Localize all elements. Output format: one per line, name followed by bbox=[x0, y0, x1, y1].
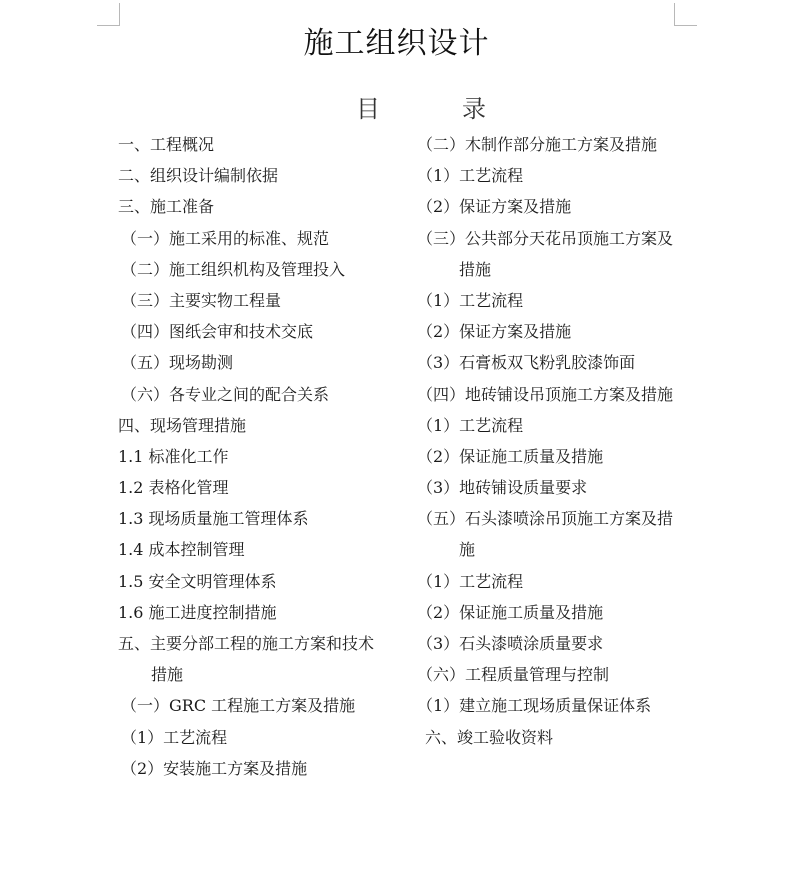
toc-entry: （一）GRC 工程施工方案及措施 bbox=[121, 696, 356, 716]
toc-heading bbox=[0, 94, 793, 124]
toc-entry: （四）图纸会审和技术交底 bbox=[121, 322, 314, 342]
toc-entry: 1.4 成本控制管理 bbox=[118, 540, 245, 560]
toc-entry: 1.2 表格化管理 bbox=[118, 478, 229, 498]
toc-entry: （1）工艺流程 bbox=[417, 571, 524, 591]
toc-entry: 1.6 施工进度控制措施 bbox=[118, 602, 277, 622]
toc-heading-char-2: 录 bbox=[462, 95, 486, 123]
toc-entry-continuation: 施 bbox=[459, 540, 476, 560]
toc-entry: （3）石膏板双飞粉乳胶漆饰面 bbox=[417, 353, 636, 373]
toc-right-column bbox=[417, 129, 687, 753]
toc-entry: （六）工程质量管理与控制 bbox=[417, 665, 610, 685]
toc-entry: （3）地砖铺设质量要求 bbox=[417, 478, 588, 498]
toc-entry: 1.3 现场质量施工管理体系 bbox=[118, 509, 309, 529]
toc-entry: （2）保证方案及措施 bbox=[417, 197, 572, 217]
toc-entry: 一、工程概况 bbox=[118, 135, 215, 154]
toc-entry-continuation: 措施 bbox=[151, 665, 184, 685]
toc-entry: （2）保证施工质量及措施 bbox=[417, 446, 604, 466]
toc-entry: 四、现场管理措施 bbox=[118, 415, 247, 435]
toc-entry: 五、主要分部工程的施工方案和技术 bbox=[118, 634, 375, 653]
toc-entry: 六、竣工验收资料 bbox=[425, 727, 554, 747]
crop-mark-top-left bbox=[97, 3, 120, 26]
toc-entry: 1.5 安全文明管理体系 bbox=[118, 571, 277, 591]
toc-entry: （三）公共部分天花吊顶施工方案及 bbox=[417, 228, 674, 248]
toc-entry: （一）施工采用的标准、规范 bbox=[121, 228, 330, 248]
toc-entry: （2）安装施工方案及措施 bbox=[121, 758, 308, 778]
toc-entry: （1）工艺流程 bbox=[121, 727, 228, 747]
toc-entry: （2）保证施工质量及措施 bbox=[417, 602, 604, 622]
toc-entry: （五）石头漆喷涂吊顶施工方案及措 bbox=[417, 509, 674, 529]
toc-entry: （2）保证方案及措施 bbox=[417, 322, 572, 342]
toc-entry: （二）木制作部分施工方案及措施 bbox=[417, 135, 658, 154]
toc-entry-continuation: 措施 bbox=[459, 259, 492, 279]
toc-entry: （六）各专业之间的配合关系 bbox=[121, 384, 330, 404]
toc-entry: 二、组织设计编制依据 bbox=[118, 166, 279, 186]
toc-entry: （五）现场勘测 bbox=[121, 353, 234, 373]
toc-entry: （1）工艺流程 bbox=[417, 290, 524, 310]
toc-entry: （1）工艺流程 bbox=[417, 166, 524, 186]
toc-left-column bbox=[118, 129, 403, 784]
toc-heading-char-1: 目 bbox=[356, 95, 380, 123]
toc-entry: （二）施工组织机构及管理投入 bbox=[121, 259, 346, 279]
toc-entry: 三、施工准备 bbox=[118, 197, 215, 217]
document-title: 施工组织设计 bbox=[303, 26, 490, 61]
crop-mark-top-right bbox=[674, 3, 697, 26]
toc-entry: （1）建立施工现场质量保证体系 bbox=[417, 696, 652, 716]
toc-entry: 1.1 标准化工作 bbox=[118, 446, 229, 466]
toc-entry: （三）主要实物工程量 bbox=[121, 290, 282, 310]
toc-entry: （四）地砖铺设吊顶施工方案及措施 bbox=[417, 384, 674, 404]
toc-entry: （1）工艺流程 bbox=[417, 415, 524, 435]
toc-entry: （3）石头漆喷涂质量要求 bbox=[417, 634, 604, 653]
